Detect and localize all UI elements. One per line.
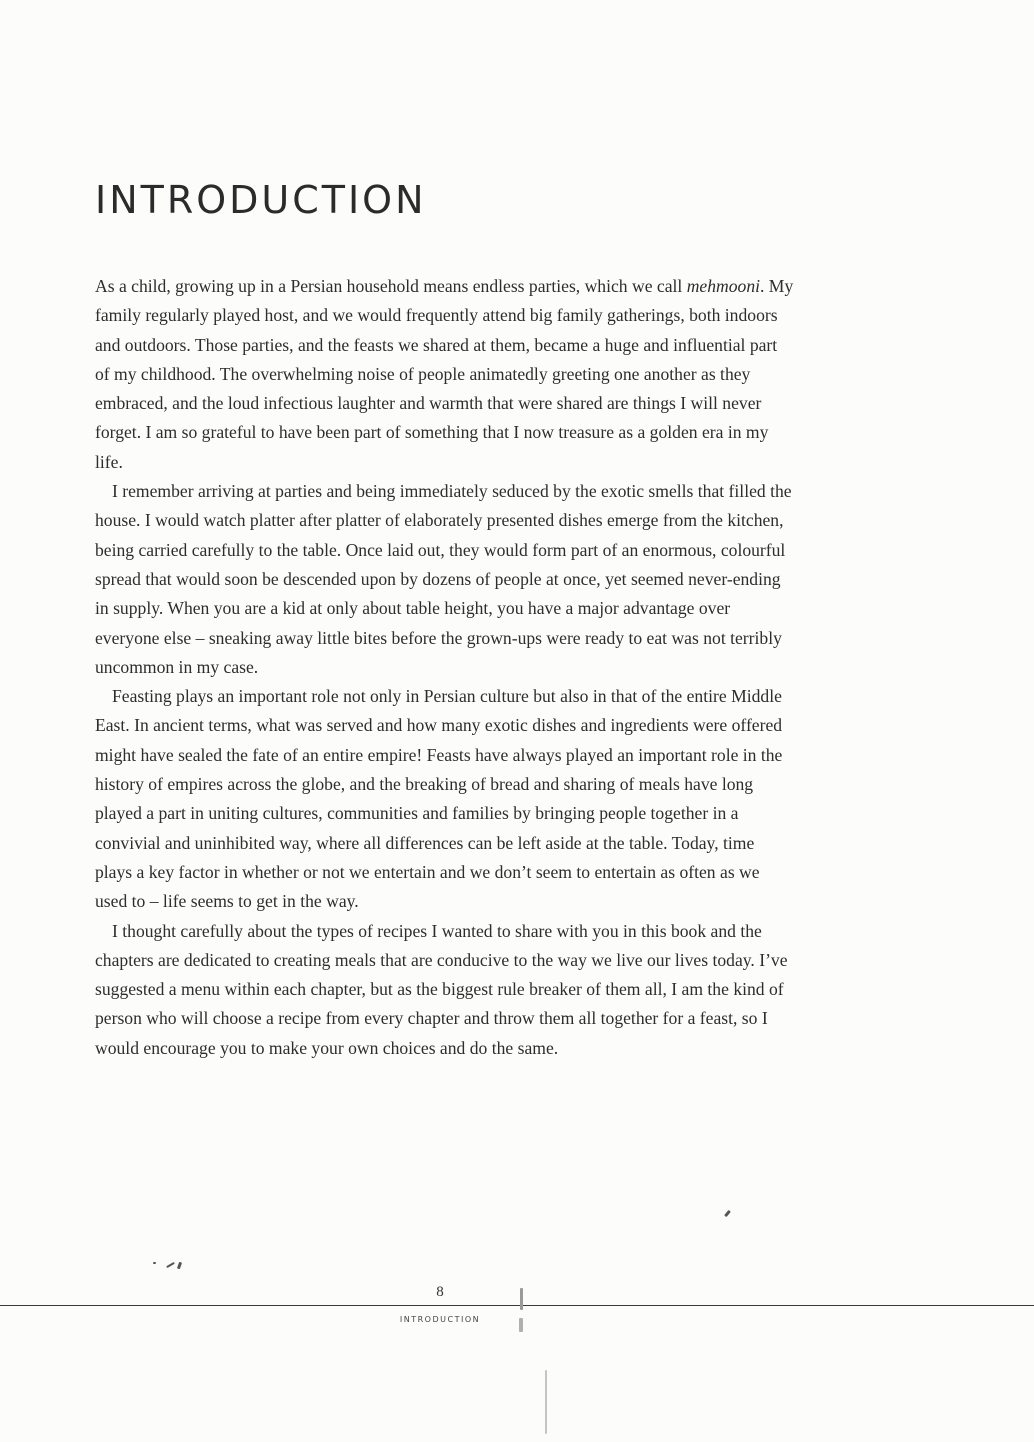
page-title: INTRODUCTION bbox=[95, 178, 427, 222]
print-speck bbox=[519, 1318, 523, 1332]
print-speck bbox=[520, 1288, 523, 1310]
paragraph-3: Feasting plays an important role not only in Persian culture but also in that of the entire Middle East. In ancient terms, what was served and how many exotic dishes and ingredients were offered might have sealed the fate of an entire empire! Feasts have always played an important role in the history of empires across the globe, and the breaking of bread and sharing of meals have long played a part in uniting cultures, communities and families by bringing people together in a convivial and uninhibited way, where all differences can be left aside at the table. Today, time plays a key factor in whether or not we entertain and we don’t seem to entertain as often as we used to – life seems to get in the way. bbox=[95, 686, 783, 912]
paragraph-4: I thought carefully about the types of recipes I wanted to share with you in this book and the chapters are dedicated to creating meals that are conducive to the way we live our lives today. I’ve suggested a menu within each chapter, but as the biggest rule breaker of them all, I am the kind of person who will choose a recipe from every chapter and throw them all together for a feast, so I would encourage you to make your own choices and do the same. bbox=[95, 920, 788, 1058]
paragraph-1-lead: As a child, growing up in a Persian household means endless parties, which we call bbox=[95, 276, 687, 296]
print-speck bbox=[153, 1262, 156, 1264]
print-speck bbox=[166, 1262, 175, 1268]
footer-divider bbox=[0, 1305, 1034, 1306]
page-number: 8 bbox=[436, 1284, 444, 1300]
body-text bbox=[95, 272, 795, 1063]
print-speck bbox=[724, 1210, 731, 1217]
paragraph-1-italic-term: mehmooni bbox=[686, 276, 760, 296]
print-speck bbox=[545, 1370, 547, 1434]
running-foot: INTRODUCTION bbox=[399, 1315, 481, 1324]
print-speck bbox=[177, 1262, 182, 1270]
paragraph-1-rest: . My family regularly played host, and we would frequently attend big family gatherings, both indoors and outdoors. Those parties, and the feasts we shared at them, became a huge and influential part of my childhood. The overwhelming noise of people animatedly greeting one another as they embraced, and the loud infectious laughter and warmth that were shared are things I will never forget. I am so grateful to have been part of something that I now treasure as a golden era in my life. bbox=[95, 276, 794, 472]
paragraph-2: I remember arriving at parties and being immediately seduced by the exotic smells that filled the house. I would watch platter after platter of elaborately presented dishes emerge from the kitchen, being carried carefully to the table. Once laid out, they would form part of an enormous, colourful spread that would soon be descended upon by dozens of people at once, yet seemed never-ending in supply. When you are a kid at only about table height, you have a major advantage over everyone else – sneaking away little bites before the grown-ups were ready to eat was not terribly uncommon in my case. bbox=[95, 481, 792, 677]
paragraph-1 bbox=[95, 272, 795, 477]
